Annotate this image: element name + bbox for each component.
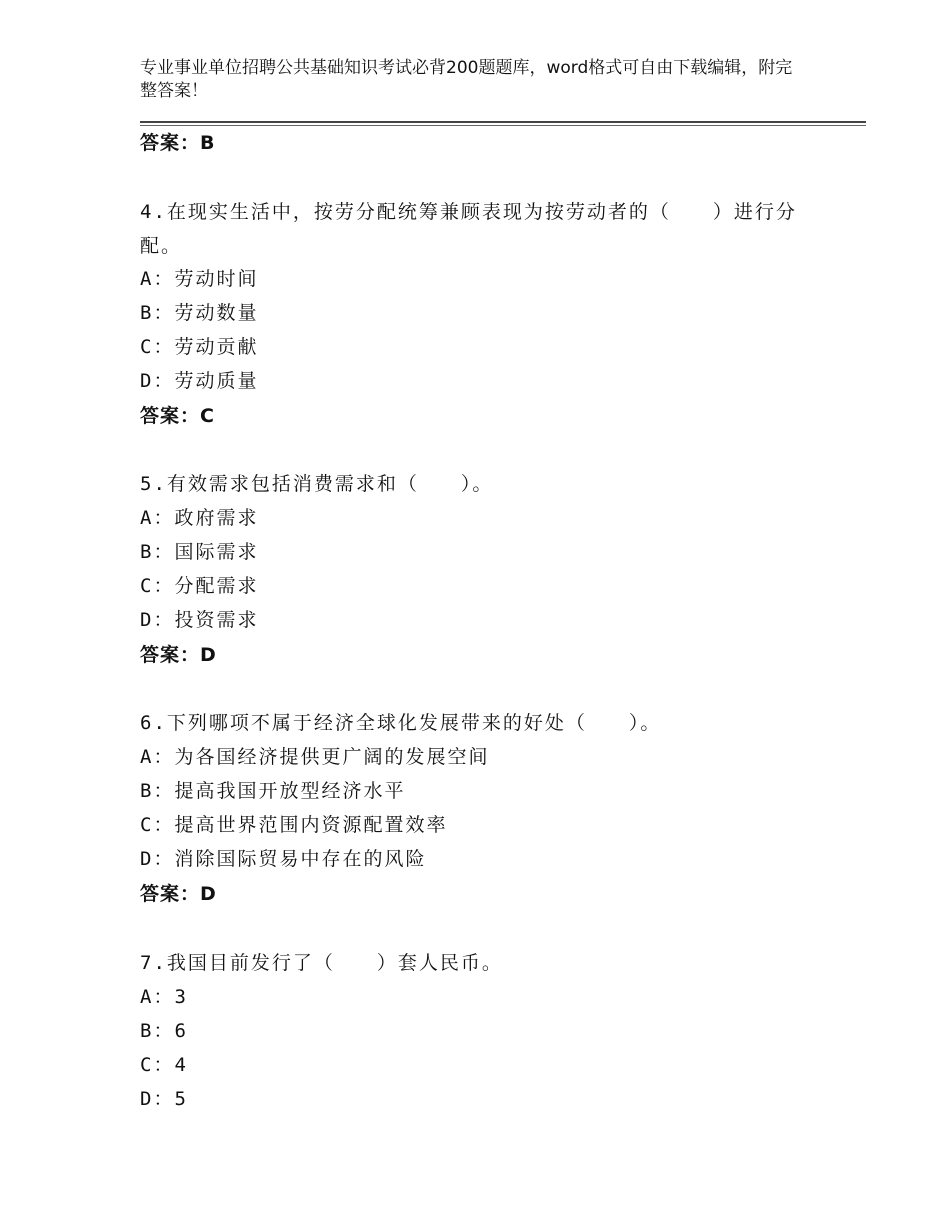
question-4-option-a: A：劳动时间 [140,268,259,290]
question-6-option-c: C：提高世界范围内资源配置效率 [140,814,448,836]
question-6-option-b: B：提高我国开放型经济水平 [140,780,406,802]
question-5-option-a: A：政府需求 [140,507,259,529]
header-divider-thick [140,121,866,123]
header-divider-thin [140,125,866,126]
answer-q6: 答案：D [140,883,217,905]
question-5-option-d: D：投资需求 [140,609,259,631]
question-4-option-b: B：劳动数量 [140,302,259,324]
question-4-option-d: D：劳动质量 [140,370,259,392]
question-4-option-c: C：劳动贡献 [140,336,259,358]
document-header: 专业事业单位招聘公共基础知识考试必背200题题库，word格式可自由下载编辑，附完整答案！ [140,58,793,101]
question-7-option-c: C：4 [140,1054,188,1076]
question-7-option-d: D：5 [140,1088,188,1110]
question-4-text: 4.在现实生活中，按劳分配统筹兼顾表现为按劳动者的（ ）进行分配。 [140,201,797,257]
question-6-option-d: D：消除国际贸易中存在的风险 [140,848,427,870]
question-5-option-b: B：国际需求 [140,541,259,563]
question-6-option-a: A：为各国经济提供更广阔的发展空间 [140,746,490,768]
question-7-option-a: A：3 [140,986,188,1008]
question-6-text: 6.下列哪项不属于经济全球化发展带来的好处（ ）。 [140,712,662,734]
answer-q4: 答案：C [140,405,215,427]
question-7-text: 7.我国目前发行了（ ）套人民币。 [140,952,503,974]
question-5-option-c: C：分配需求 [140,575,259,597]
answer-q5: 答案：D [140,644,217,666]
question-7-option-b: B：6 [140,1020,188,1042]
question-5-text: 5.有效需求包括消费需求和（ ）。 [140,473,494,495]
answer-q3: 答案：B [140,132,216,154]
